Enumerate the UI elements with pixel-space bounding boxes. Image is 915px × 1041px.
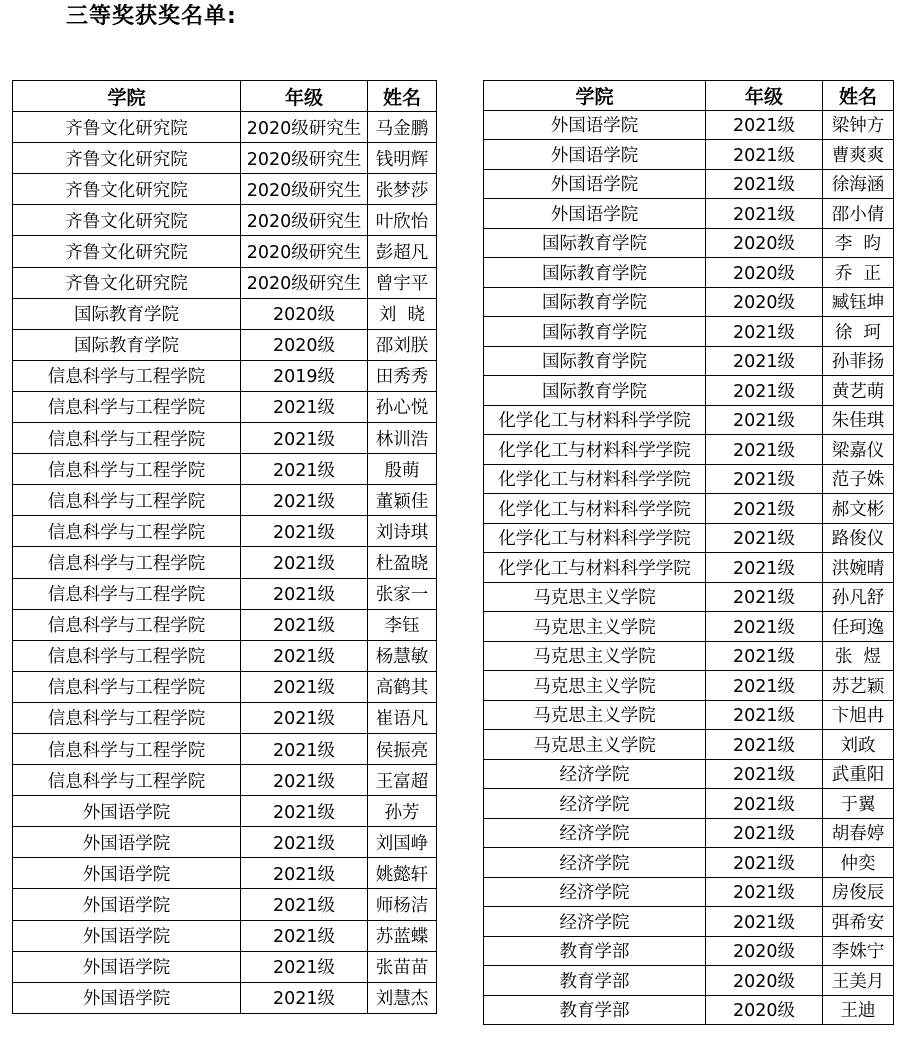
cell-grade: 2021级 — [706, 700, 823, 730]
cell-college: 国际教育学院 — [484, 258, 706, 288]
cell-name: 王富超 — [368, 765, 437, 796]
cell-college: 国际教育学院 — [484, 317, 706, 347]
cell-name: 徐海涵 — [823, 169, 894, 199]
cell-college: 经济学院 — [484, 759, 706, 789]
header-grade: 年级 — [706, 81, 823, 111]
cell-college: 齐鲁文化研究院 — [13, 112, 241, 143]
table-row — [484, 848, 894, 878]
page-title: 三等奖获奖名单: — [66, 4, 237, 29]
cell-grade: 2020级研究生 — [241, 143, 368, 174]
table-row — [484, 671, 894, 701]
table-row — [484, 140, 894, 170]
table-row — [484, 553, 894, 583]
table-row — [484, 435, 894, 465]
cell-college: 马克思主义学院 — [484, 582, 706, 612]
cell-name: 叶欣怡 — [368, 205, 437, 236]
cell-name: 张 煜 — [823, 641, 894, 671]
table-row — [13, 547, 437, 578]
cell-college: 齐鲁文化研究院 — [13, 205, 241, 236]
cell-college: 化学化工与材料科学学院 — [484, 405, 706, 435]
cell-grade: 2021级 — [241, 765, 368, 796]
cell-name: 张苗苗 — [368, 951, 437, 982]
cell-name: 路俊仪 — [823, 523, 894, 553]
cell-college: 外国语学院 — [13, 951, 241, 982]
cell-grade: 2021级 — [706, 848, 823, 878]
header-grade: 年级 — [241, 81, 368, 112]
cell-grade: 2021级 — [241, 391, 368, 422]
table-row — [13, 951, 437, 982]
cell-grade: 2021级 — [706, 877, 823, 907]
table-row — [13, 236, 437, 267]
cell-name: 孙芳 — [368, 796, 437, 827]
table-row — [13, 858, 437, 889]
cell-grade: 2021级 — [706, 907, 823, 937]
cell-name: 林训浩 — [368, 423, 437, 454]
cell-grade: 2021级 — [241, 671, 368, 702]
cell-name: 刘慧杰 — [368, 982, 437, 1013]
cell-grade: 2021级 — [241, 982, 368, 1013]
cell-grade: 2021级 — [706, 346, 823, 376]
cell-grade: 2021级 — [706, 464, 823, 494]
cell-grade: 2021级 — [706, 818, 823, 848]
table-row — [13, 827, 437, 858]
cell-college: 马克思主义学院 — [484, 671, 706, 701]
cell-college: 外国语学院 — [484, 199, 706, 229]
cell-college: 国际教育学院 — [484, 228, 706, 258]
cell-name: 张家一 — [368, 578, 437, 609]
cell-name: 王迪 — [823, 995, 894, 1025]
table-row — [484, 317, 894, 347]
cell-college: 国际教育学院 — [13, 329, 241, 360]
cell-college: 齐鲁文化研究院 — [13, 236, 241, 267]
cell-college: 教育学部 — [484, 995, 706, 1025]
table-row — [484, 759, 894, 789]
cell-name: 彭超凡 — [368, 236, 437, 267]
award-table-right — [483, 80, 894, 1025]
cell-grade: 2021级 — [706, 376, 823, 406]
cell-grade: 2021级 — [706, 612, 823, 642]
cell-college: 信息科学与工程学院 — [13, 360, 241, 391]
cell-grade: 2021级 — [706, 582, 823, 612]
table-row — [13, 889, 437, 920]
cell-college: 经济学院 — [484, 877, 706, 907]
cell-college: 教育学部 — [484, 966, 706, 996]
cell-grade: 2020级研究生 — [241, 112, 368, 143]
table-row — [484, 907, 894, 937]
cell-name: 杜盈晓 — [368, 547, 437, 578]
cell-grade: 2021级 — [706, 759, 823, 789]
cell-name: 邵小倩 — [823, 199, 894, 229]
cell-name: 孙菲扬 — [823, 346, 894, 376]
cell-grade: 2020级研究生 — [241, 205, 368, 236]
cell-college: 信息科学与工程学院 — [13, 578, 241, 609]
cell-grade: 2021级 — [241, 423, 368, 454]
table-row — [13, 454, 437, 485]
cell-college: 马克思主义学院 — [484, 612, 706, 642]
table-row — [484, 730, 894, 760]
cell-name: 刘国峥 — [368, 827, 437, 858]
cell-grade: 2021级 — [241, 858, 368, 889]
cell-grade: 2021级 — [706, 405, 823, 435]
table-row — [13, 329, 437, 360]
cell-grade: 2021级 — [241, 454, 368, 485]
cell-grade: 2021级 — [706, 789, 823, 819]
table-row — [484, 258, 894, 288]
cell-grade: 2020级 — [706, 966, 823, 996]
cell-name: 梁嘉仪 — [823, 435, 894, 465]
cell-college: 化学化工与材料科学学院 — [484, 523, 706, 553]
table-row — [13, 423, 437, 454]
cell-grade: 2020级 — [706, 936, 823, 966]
table-row — [13, 143, 437, 174]
table-row — [13, 298, 437, 329]
cell-grade: 2021级 — [241, 640, 368, 671]
cell-grade: 2021级 — [241, 609, 368, 640]
cell-college: 齐鲁文化研究院 — [13, 143, 241, 174]
cell-name: 杨慧敏 — [368, 640, 437, 671]
cell-name: 房俊辰 — [823, 877, 894, 907]
cell-college: 信息科学与工程学院 — [13, 454, 241, 485]
cell-college: 国际教育学院 — [13, 298, 241, 329]
cell-grade: 2020级 — [706, 228, 823, 258]
table-row — [484, 818, 894, 848]
cell-name: 范子姝 — [823, 464, 894, 494]
cell-name: 李钰 — [368, 609, 437, 640]
cell-name: 梁钟方 — [823, 110, 894, 140]
table-row — [484, 405, 894, 435]
table-row — [484, 287, 894, 317]
table-row — [13, 640, 437, 671]
cell-grade: 2020级 — [241, 298, 368, 329]
cell-name: 仲奕 — [823, 848, 894, 878]
cell-college: 信息科学与工程学院 — [13, 609, 241, 640]
table-row — [13, 578, 437, 609]
cell-grade: 2021级 — [241, 547, 368, 578]
cell-grade: 2020级 — [706, 258, 823, 288]
cell-grade: 2020级研究生 — [241, 236, 368, 267]
cell-name: 李姝宁 — [823, 936, 894, 966]
table-row — [484, 464, 894, 494]
cell-grade: 2019级 — [241, 360, 368, 391]
cell-college: 国际教育学院 — [484, 376, 706, 406]
table-row — [484, 346, 894, 376]
cell-college: 信息科学与工程学院 — [13, 423, 241, 454]
cell-grade: 2021级 — [241, 796, 368, 827]
cell-name: 徐 珂 — [823, 317, 894, 347]
cell-college: 齐鲁文化研究院 — [13, 174, 241, 205]
table-row — [484, 995, 894, 1025]
cell-grade: 2021级 — [706, 641, 823, 671]
cell-college: 信息科学与工程学院 — [13, 733, 241, 764]
cell-name: 殷萌 — [368, 454, 437, 485]
cell-name: 孙心悦 — [368, 391, 437, 422]
cell-name: 姚懿轩 — [368, 858, 437, 889]
table-row — [484, 228, 894, 258]
table-row — [13, 702, 437, 733]
table-row — [13, 671, 437, 702]
table-row — [13, 360, 437, 391]
cell-name: 臧钰坤 — [823, 287, 894, 317]
cell-college: 马克思主义学院 — [484, 700, 706, 730]
cell-college: 信息科学与工程学院 — [13, 702, 241, 733]
cell-college: 外国语学院 — [13, 858, 241, 889]
cell-grade: 2021级 — [706, 523, 823, 553]
table-body-left — [13, 112, 437, 1014]
cell-grade: 2021级 — [241, 578, 368, 609]
cell-name: 任珂逸 — [823, 612, 894, 642]
cell-name: 田秀秀 — [368, 360, 437, 391]
cell-college: 经济学院 — [484, 789, 706, 819]
table-row — [13, 609, 437, 640]
header-college: 学院 — [484, 81, 706, 111]
cell-name: 弭希安 — [823, 907, 894, 937]
cell-college: 信息科学与工程学院 — [13, 765, 241, 796]
table-row — [484, 936, 894, 966]
cell-name: 李 昀 — [823, 228, 894, 258]
cell-name: 刘 晓 — [368, 298, 437, 329]
cell-college: 信息科学与工程学院 — [13, 516, 241, 547]
cell-college: 信息科学与工程学院 — [13, 485, 241, 516]
cell-name: 胡春婷 — [823, 818, 894, 848]
cell-college: 信息科学与工程学院 — [13, 671, 241, 702]
cell-grade: 2020级研究生 — [241, 174, 368, 205]
cell-college: 经济学院 — [484, 848, 706, 878]
table-row — [484, 582, 894, 612]
cell-grade: 2021级 — [706, 169, 823, 199]
table-row — [484, 966, 894, 996]
table-row — [484, 523, 894, 553]
table-row — [13, 733, 437, 764]
cell-grade: 2021级 — [241, 827, 368, 858]
cell-college: 国际教育学院 — [484, 346, 706, 376]
header-name: 姓名 — [823, 81, 894, 111]
cell-grade: 2021级 — [706, 199, 823, 229]
table-row — [13, 765, 437, 796]
table-header-row — [13, 81, 437, 112]
cell-college: 化学化工与材料科学学院 — [484, 435, 706, 465]
cell-name: 黄艺萌 — [823, 376, 894, 406]
cell-grade: 2021级 — [706, 730, 823, 760]
cell-college: 化学化工与材料科学学院 — [484, 494, 706, 524]
cell-name: 武重阳 — [823, 759, 894, 789]
cell-grade: 2021级 — [706, 110, 823, 140]
cell-name: 朱佳琪 — [823, 405, 894, 435]
table-row — [484, 700, 894, 730]
cell-college: 教育学部 — [484, 936, 706, 966]
cell-name: 高鹤其 — [368, 671, 437, 702]
cell-grade: 2021级 — [706, 140, 823, 170]
table-header-row — [484, 81, 894, 111]
cell-grade: 2020级 — [241, 329, 368, 360]
table-row — [13, 796, 437, 827]
table-row — [13, 485, 437, 516]
cell-name: 刘诗琪 — [368, 516, 437, 547]
cell-name: 马金鹏 — [368, 112, 437, 143]
table-row — [484, 641, 894, 671]
cell-name: 师杨洁 — [368, 889, 437, 920]
table-row — [13, 267, 437, 298]
cell-name: 王美月 — [823, 966, 894, 996]
cell-name: 卞旭冉 — [823, 700, 894, 730]
cell-grade: 2021级 — [241, 702, 368, 733]
cell-college: 外国语学院 — [13, 827, 241, 858]
cell-grade: 2021级 — [241, 951, 368, 982]
cell-name: 孙凡舒 — [823, 582, 894, 612]
cell-grade: 2021级 — [241, 920, 368, 951]
cell-college: 外国语学院 — [484, 169, 706, 199]
cell-grade: 2021级 — [241, 516, 368, 547]
cell-college: 外国语学院 — [13, 982, 241, 1013]
cell-name: 钱明辉 — [368, 143, 437, 174]
header-college: 学院 — [13, 81, 241, 112]
cell-name: 崔语凡 — [368, 702, 437, 733]
table-row — [13, 516, 437, 547]
cell-name: 洪婉晴 — [823, 553, 894, 583]
cell-grade: 2021级 — [241, 889, 368, 920]
table-row — [13, 391, 437, 422]
cell-name: 乔 正 — [823, 258, 894, 288]
cell-grade: 2021级 — [706, 553, 823, 583]
table-row — [484, 110, 894, 140]
header-name: 姓名 — [368, 81, 437, 112]
cell-college: 化学化工与材料科学学院 — [484, 464, 706, 494]
cell-grade: 2021级 — [706, 435, 823, 465]
table-row — [484, 376, 894, 406]
table-row — [484, 169, 894, 199]
cell-college: 化学化工与材料科学学院 — [484, 553, 706, 583]
cell-college: 马克思主义学院 — [484, 730, 706, 760]
table-row — [484, 612, 894, 642]
table-row — [13, 174, 437, 205]
cell-college: 国际教育学院 — [484, 287, 706, 317]
table-row — [484, 789, 894, 819]
cell-grade: 2021级 — [706, 494, 823, 524]
cell-name: 于翼 — [823, 789, 894, 819]
cell-grade: 2021级 — [241, 733, 368, 764]
cell-name: 苏艺颖 — [823, 671, 894, 701]
cell-grade: 2020级 — [706, 995, 823, 1025]
cell-name: 郝文彬 — [823, 494, 894, 524]
table-row — [484, 494, 894, 524]
cell-grade: 2021级 — [706, 317, 823, 347]
cell-college: 外国语学院 — [484, 110, 706, 140]
cell-college: 齐鲁文化研究院 — [13, 267, 241, 298]
cell-name: 刘政 — [823, 730, 894, 760]
cell-name: 曹爽爽 — [823, 140, 894, 170]
table-row — [13, 920, 437, 951]
cell-college: 外国语学院 — [484, 140, 706, 170]
table-row — [484, 199, 894, 229]
cell-college: 经济学院 — [484, 907, 706, 937]
table-body-right — [484, 110, 894, 1025]
cell-name: 曾宇平 — [368, 267, 437, 298]
cell-name: 董颖佳 — [368, 485, 437, 516]
award-table-left — [12, 80, 437, 1014]
cell-college: 经济学院 — [484, 818, 706, 848]
cell-college: 外国语学院 — [13, 920, 241, 951]
table-row — [13, 982, 437, 1013]
cell-grade: 2020级研究生 — [241, 267, 368, 298]
cell-name: 侯振亮 — [368, 733, 437, 764]
cell-name: 张梦莎 — [368, 174, 437, 205]
cell-college: 信息科学与工程学院 — [13, 640, 241, 671]
cell-college: 马克思主义学院 — [484, 641, 706, 671]
cell-college: 外国语学院 — [13, 889, 241, 920]
cell-grade: 2021级 — [706, 671, 823, 701]
cell-grade: 2020级 — [706, 287, 823, 317]
table-row — [13, 112, 437, 143]
cell-college: 信息科学与工程学院 — [13, 547, 241, 578]
cell-grade: 2021级 — [241, 485, 368, 516]
table-row — [484, 877, 894, 907]
cell-college: 外国语学院 — [13, 796, 241, 827]
cell-name: 苏蓝蝶 — [368, 920, 437, 951]
cell-name: 邵刘朕 — [368, 329, 437, 360]
cell-college: 信息科学与工程学院 — [13, 391, 241, 422]
table-row — [13, 205, 437, 236]
